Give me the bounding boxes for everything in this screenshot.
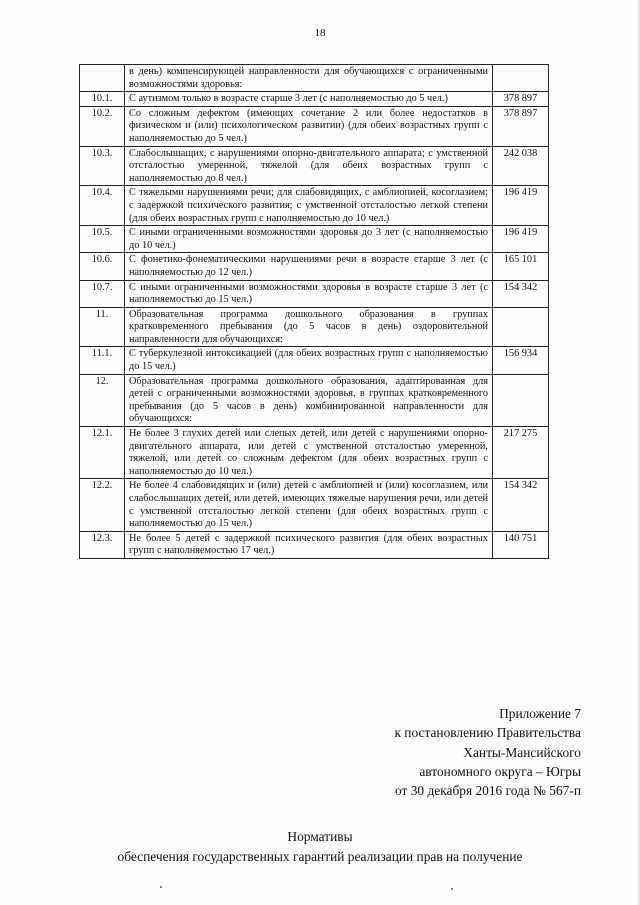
row-number: 10.3. xyxy=(80,146,125,186)
row-description: С иными ограниченными возможностями здоровья в возрасте старше 3 лет (с наполняемостью до 15 чел.) xyxy=(125,280,493,307)
row-number: 12.1. xyxy=(80,427,125,479)
table-row xyxy=(80,531,549,558)
row-description: Образовательная программа дошкольного образования в группах кратковременного пребывания (до 5 часов в день) оздоровительной направленности для обучающихся: xyxy=(125,307,493,347)
row-value xyxy=(493,65,549,92)
row-value: 217 275 xyxy=(493,427,549,479)
page-number: 18 xyxy=(314,27,326,39)
row-description: С туберкулезной интоксикацией (для обеих возрастных групп с наполняемостью до 15 чел.) xyxy=(125,347,493,374)
attachment-resolution: к постановлению Правительства xyxy=(394,725,581,741)
attachment-region-2: автономного округа – Югры xyxy=(419,763,581,779)
row-number: 10.2. xyxy=(80,106,125,146)
row-value: 154 342 xyxy=(493,479,549,531)
row-number: 11.1. xyxy=(80,347,125,374)
row-value: 378 897 xyxy=(493,106,549,146)
row-number: 12. xyxy=(80,374,125,426)
table-row xyxy=(80,146,549,186)
table-row xyxy=(80,307,549,347)
table-row xyxy=(80,479,549,531)
row-value: 242 038 xyxy=(493,146,549,186)
scan-speck xyxy=(451,888,453,890)
table-row xyxy=(80,92,549,107)
table-row xyxy=(80,427,549,479)
row-description: Со сложным дефектом (имеющих сочетание 2 или более недостатков в физическом и (или) психологическом развитии) (для обеих возрастных групп с наполняемостью до 5 чел.) xyxy=(125,106,493,146)
table-row xyxy=(80,65,549,92)
attachment-block xyxy=(300,704,581,800)
row-value: 196 419 xyxy=(493,226,549,253)
row-value: 154 342 xyxy=(493,280,549,307)
row-description: С иными ограниченными возможностями здоровья до 3 лет (с наполняемостью до 10 чел.) xyxy=(125,226,493,253)
attachment-title: Приложение 7 xyxy=(499,706,581,721)
norms-heading-subtitle: обеспечения государственных гарантий реализации прав на получение xyxy=(117,849,523,864)
table-row xyxy=(80,226,549,253)
norms-table-body xyxy=(80,65,549,559)
row-value xyxy=(493,307,549,347)
norms-heading xyxy=(0,827,640,867)
row-value xyxy=(493,374,549,426)
table-row xyxy=(80,374,549,426)
row-description: Не более 5 детей с задержкой психического развития (для обеих возрастных групп с наполняемостью 17 чел.) xyxy=(125,531,493,558)
row-value: 165 101 xyxy=(493,253,549,280)
table-row xyxy=(80,186,549,226)
row-number: 10.5. xyxy=(80,226,125,253)
row-description: С аутизмом только в возрасте старше 3 лет (с наполняемостью до 5 чел.) xyxy=(125,92,493,107)
row-value: 196 419 xyxy=(493,186,549,226)
row-number: 10.1. xyxy=(80,92,125,107)
attachment-date: от 30 декабря 2016 года № 567-п xyxy=(394,783,581,799)
attachment-region-1: Ханты-Мансийского xyxy=(463,744,581,760)
row-value: 378 897 xyxy=(493,92,549,107)
row-number: 12.3. xyxy=(80,531,125,558)
row-number: 12.2. xyxy=(80,479,125,531)
row-description: Слабослышащих, с нарушениями опорно-двигательного аппарата; с умственной отсталостью умеренной, тяжелой (для обеих возрастных групп с наполняемостью до 8 чел.) xyxy=(125,146,493,186)
row-description: Образовательная программа дошкольного образования, адаптированная для детей с ограниченными возможностями здоровья, в группах кратковременного пребывания (до 5 часов в день) комбинированной направленности для обучающихся: xyxy=(125,374,493,426)
row-description: Не более 3 глухих детей или слепых детей, или детей с нарушениями опорно-двигательного аппарата, или детей с умственной отсталостью умеренной, тяжелой, или детей со сложным дефектом (для обеих возрастных групп с наполняемостью до 10 чел.) xyxy=(125,427,493,479)
row-number: 11. xyxy=(80,307,125,347)
row-number xyxy=(80,65,125,92)
scan-speck xyxy=(160,886,162,888)
row-number: 10.7. xyxy=(80,280,125,307)
row-description: С фонетико-фонематическими нарушениями речи в возрасте старше 3 лет (с наполняемостью до 12 чел.) xyxy=(125,253,493,280)
row-number: 10.6. xyxy=(80,253,125,280)
row-description: в день) компенсирующей направленности для обучающихся с ограниченными возможностями здоровья: xyxy=(125,65,493,92)
table-row xyxy=(80,253,549,280)
row-value: 140 751 xyxy=(493,531,549,558)
table-row xyxy=(80,106,549,146)
table-row xyxy=(80,280,549,307)
norms-heading-title: Нормативы xyxy=(287,829,353,844)
row-description: Не более 4 слабовидящих и (или) детей с амблиопией и (или) косоглазием, или слабослышащих детей, или детей, имеющих тяжелые нарушения речи, или детей с умственной отсталостью легкой степени (для обеих возрастных групп с наполняемостью до 15 чел.) xyxy=(125,479,493,531)
row-number: 10.4. xyxy=(80,186,125,226)
row-value: 156 934 xyxy=(493,347,549,374)
table-row xyxy=(80,347,549,374)
norms-table xyxy=(79,64,549,559)
row-description: С тяжелыми нарушениями речи; для слабовидящих, с амблиопией, косоглазием; с задержкой психического развития; с умственной отсталостью легкой степени (для обеих возрастных групп с наполняемостью до 10 чел.) xyxy=(125,186,493,226)
